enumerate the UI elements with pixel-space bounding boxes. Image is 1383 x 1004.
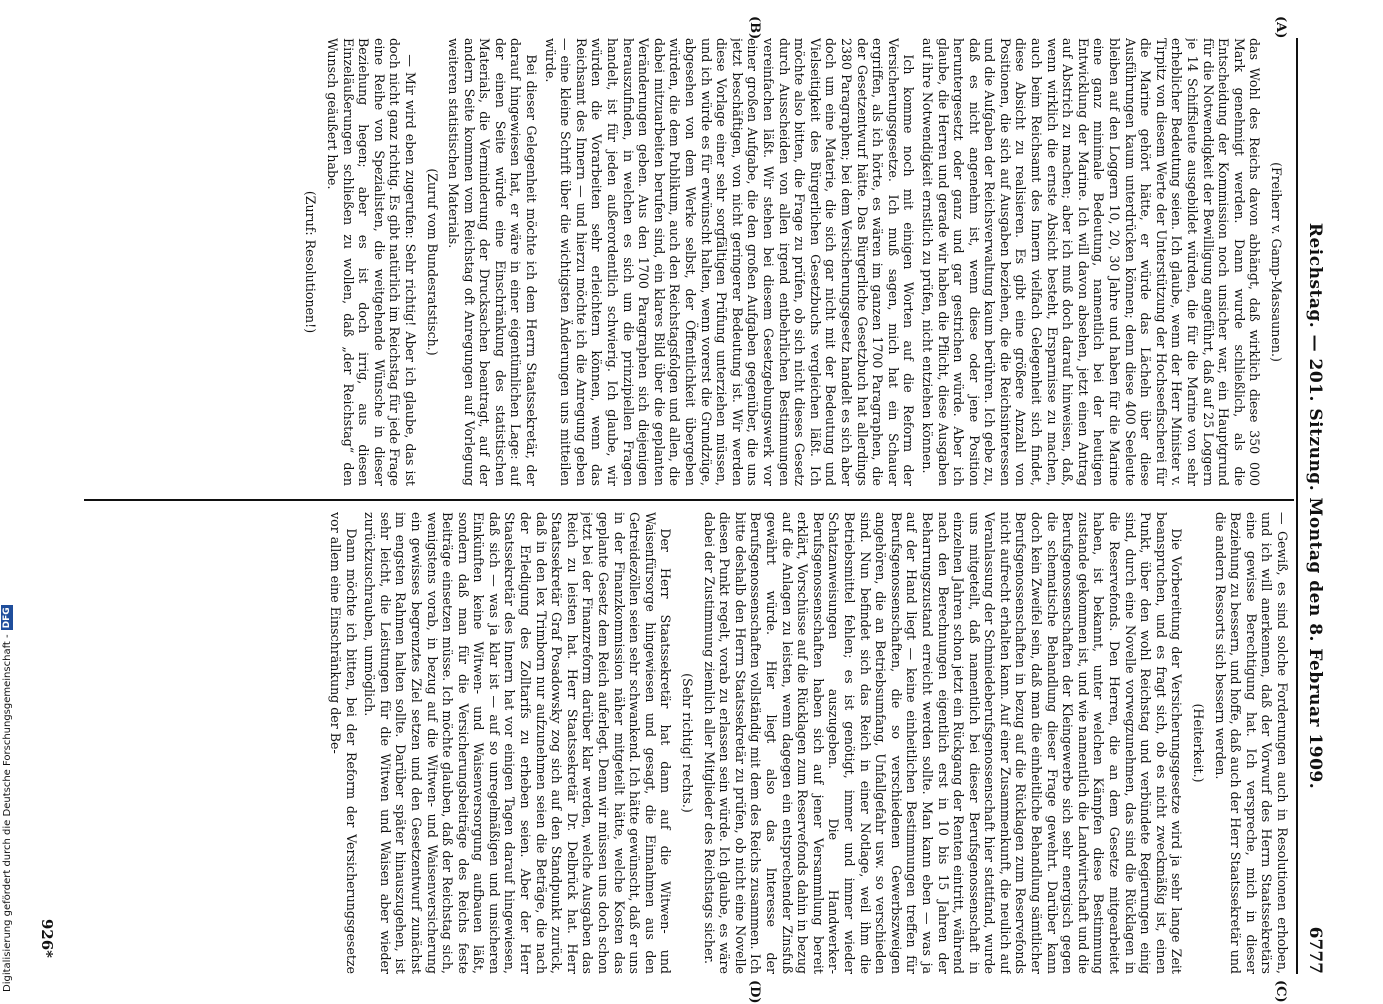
paragraph: das Wohl des Reichs davon abhängt, daß wirklich diese 350 000 Mark genehmigt werden. Dann wurde schließlich, als die Entscheidung der Kommission noch unsicher war, ein Hauptgrund für die Notwendigkeit der Bewilligung angeführt, daß auf 25 Loggern je 14 Schiffsleute ausgebildet würden, die für die Marine von sehr erheblicher Bedeutung seien. Ich glaube, wenn der Herr Minister v. Tirpitz von diesem Werte der Unterstützung der Hochseefischerei für die Marine gehört hätte, er würde das Lächeln über diese Ausführungen kaum unterdrücken können; denn diese 400 Seeleute bleiben auf den Loggern 10, 20, 30 Jahre und haben für die Marine eine ganz minimale Bedeutung, namentlich bei der heutigen Entwicklung der Marine. Ich will davon absehen, jetzt einen Antrag auf Abstrich zu machen; aber ich muß doch darauf hinweisen, daß, wenn wirklich die ernste Absicht besteht, Ersparnisse zu machen, auch beim Reichsamt des Innern vielfach Gelegenheit sich findet, diese Absicht zu realisieren. Es gibt eine größere Anzahl von Positionen, die sich auf Ausgaben beziehen, die die Reichsinteressen und die Aufgaben der Reichsverwaltung kaum berühren. Ich gebe zu, daß es nicht angenehm ist, wenn diese oder jene Position heruntergesetzt oder ganz und gar gestrichen würde. Aber ich glaube, die Herren und gerade wir haben die Pflicht, diese Ausgaben auf ihre Notwendigkeit ernstlich zu prüfen, nicht entziehen können. bbox=[919, 38, 1263, 486]
page-header bbox=[1296, 38, 1332, 974]
margin-marker-d: (D) bbox=[747, 980, 762, 1004]
interjection: (Zuruf vom Bundesratstisch.) bbox=[424, 168, 440, 356]
paragraph: Ich komme noch mit einigen Worten auf die Reform der Versicherungsgesetze. Ich muß sagen, mich hat ein Schauer ergriffen, als ich hörte, es wären im ganzen 1700 Paragraphen, die der Gesetzentwurf hätte. Das Bürgerliche Gesetzbuch hat allerdings 2380 Paragraphen; bei dem Versicherungsgesetz handelt es sich aber doch um eine Materie, die sich gar nicht mit der Bedeutung und Vielseitigkeit des Bürgerlichen Gesetzbuchs vergleichen läßt. Ich möchte also bitten, die Frage zu prüfen, ob sich nicht dieses Gesetz durch Ausscheiden von allen irgend entbehrlichen Bestimmungen vereinfachen läßt. Wir stehen bei diesem Gesetzgebungswerk vor einer großen Aufgabe, die den großen Aufgaben gegenüber, die uns jetzt beschäftigen, von nicht geringerer Bedeutung ist. Wir werden diese Vorlage einer sehr sorgfältigen Prüfung unterziehen müssen, und ich würde es für erwünscht halten, wenn vorerst die Grundzüge, abgesehen von dem Werke selbst, der Öffentlichkeit übergeben würden, die dem Publikum, auch den Reichstagsfolgen und allen, die dabei mitzuarbeiten berufen sind, ein klares Bild über die geplanten Veränderungen geben. Aus den 1700 Paragraphen sich diejenigen herauszufinden, in welchen es sich um die prinzipiellen Fragen handelt, ist für jeden außerordentlich schwierig. Ich glaube, wir würden die Vorarbeiten sehr erleichtern können, wenn das Reichsamt des Innern — und hierzu möchte ich die Anregung geben — eine kleine Schrift über die wichtigsten Änderungen uns mitteilen würde. bbox=[542, 38, 917, 486]
footer-strip bbox=[0, 0, 14, 1000]
signature-mark: 926* bbox=[38, 918, 56, 958]
margin-marker-c: (C) bbox=[1273, 980, 1288, 1003]
dfg-logo: DFG bbox=[2, 607, 12, 629]
paragraph: Die Vorbereitung der Versicherungsgesetze wird ja sehr lange Zeit beanspruchen, und es fragt sich, ob es nicht zweckmäßig ist, einen Punkt, über den wohl Reichstag und verbündete Regierungen einig sind, durch eine Novelle vorwegzunehmen, das sind die Rücklagen in die Reservefonds. Den Herren, die an dem Gesetze mitgearbeitet haben, ist bekannt, unter welchen Kämpfen diese Bestimmung zustande gekommen ist, und wie namentlich die Landwirtschaft und die Berufsgenossenschaften der Kleingewerbe sich sehr energisch gegen die schematische Behandlung dieser Frage gewehrt. Darüber kann doch kein Zweifel sein, daß man die einheitliche Behandlung sämtlicher Berufsgenossenschaften in bezug auf die Rücklagen zum Reservefonds nicht aufrecht erhalten kann. Auf einer Zusammenkunft, die neulich auf Veranlassung der Schmiedeberufsgenossenschaft hier stattfand, wurde uns mitgeteilt, daß namentlich bei dieser Berufsgenossenschaft in einzelnen Jahren schon jetzt ein Rückgang der Renten eintritt, während nach den Berechnungen eigentlich erst in 10 bis 15 Jahren der Beharrungszustand erreicht werden sollte. Man kann eben — was ja auf der Hand liegt — keine einheitlichen Bestimmungen treffen für Berufsgenossenschaften, die so verschiedenen Gewerbszweigen angehören, die an Betriebsumfang, Unfallgefahr usw. so verschieden sind. Nun befindet sich das Reich in einer Notlage, weil ihm die Betriebsmittel fehlen; es ist genötigt, immer und immer wieder Schatzanweisungen auszugeben. Die Handwerker-Berufsgenossenschaften haben sich auf jener Versammlung bereit erklärt, Vorschüsse auf die Rücklagen zum Reservefonds dahin in bezug auf die Anlagen zu leisten, wenn dagegen ein entsprechender Zinsfuß gewährt würde. Hier liegt also das Interesse der Berufsgenossenschaften vollständig mit dem des Reichs zusammen. Ich bitte deshalb den Herrn Staatssekretär zu prüfen, ob nicht eine Novelle diesen Punkt regelt, vorab zu erlassen sein würde. Ich glaube, es wäre dabei der Zustimmung ziemlich aller Mitglieder des Reichstags sicher. bbox=[701, 512, 1185, 974]
margin-marker-b: (B) bbox=[747, 16, 762, 40]
margin-marker-a: (A) bbox=[1273, 16, 1288, 39]
right-column bbox=[82, 512, 1290, 974]
footer-credit-text: Digitalisierung gefördert durch die Deutsche Forschungsgemeinschaft - bbox=[1, 634, 13, 992]
interjection: (Zuruf: Resolutionen!) bbox=[303, 190, 319, 334]
document-page bbox=[26, 12, 1342, 1004]
page-number: 6777 bbox=[1305, 926, 1325, 974]
paragraph: Der Herr Staatssekretär hat dann auf die Witwen- und Waisenfürsorge hingewiesen und gesagt, die Einnahmen aus den Getreidezöllen seien sehr schwankend. Ich hätte gewünscht, daß er uns in der Finanzkommission näher mitgeteilt hätte, welche Kosten das geplante Gesetz dem Reich auferlegt. Denn wir müssen uns doch schon jetzt bei der Finanzreform darüber klar werden, welche Ausgaben das Reich zu leisten hat. Herr Staatssekretär Dr. Delbrück hat. Herr Staatssekretär Graf Posadowsky zog sich auf den Standpunkt zurück, daß in den lex Trimborn nur aufzunehmen seien die Beträge, die nach der Erledigung des Zolltarifs zu erheben seien. Aber der Herr Staatssekretär des Innern hat vor einigen Tagen darauf hingewiesen, daß sich — was ja klar ist — auf so unregelmäßigen und unsicheren Einkünften keine Witwen- und Waisenversorgung aufbauen läßt, sondern daß man für die Versicherungsbeiträge des Reichs feste Beiträge einsetzen müsse. Ich möchte glauben, daß der Reichstag sich, wenigstens vorab, in bezug auf die Witwen- und Waisenversicherung ein gewisses begrenztes Ziel setzen und den Gesetzentwurf zunächst im engsten Rahmen halten sollte. Darüber später hinauszugehen, ist sehr leicht, die Leistungen für die Witwen und Waisen aber wieder zurückzuschrauben, unmöglich. bbox=[362, 512, 674, 974]
page-title: Reichstag. — 201. Sitzung. Montag den 8. Februar 1909. bbox=[1305, 222, 1325, 790]
paragraph: Dann möchte ich bitten, bei der Reform der Versicherungsgesetze vor allem eine Einschränkung der Be- bbox=[327, 512, 359, 974]
interjection: (Heiterkeit.) bbox=[1191, 703, 1207, 783]
column-divider bbox=[84, 499, 1294, 501]
paragraph: Bei dieser Gelegenheit möchte ich dem Herrn Staatssekretär, der darauf hingewiesen hat, er wäre in einer eigentümlichen Lage: auf der einen Seite würde eine Einschränkung des statistischen Materials, die Verminderung der Drucksachen beantragt, auf der andern Seite kommen vom Reichstag oft Anregungen auf Vorlegung weiteren statistischen Materials. bbox=[446, 38, 540, 486]
left-column bbox=[82, 38, 1290, 486]
footer-credit bbox=[1, 605, 13, 992]
interjection: (Sehr richtig! rechts.) bbox=[680, 673, 696, 813]
paragraph: — Gewiß, es sind solche Forderungen auch in Resolutionen erhoben, und ich will anerkennen, daß der Vorwurf des Herrn Staatssekretärs eine gewisse Berechtigung hat. Ich verspreche, mich in dieser Beziehung zu bessern, und hoffe, daß auch der Herr Staatssekretär und die andern Ressorts sich bessern werden. bbox=[1212, 512, 1290, 974]
speaker-name: (Freiherr v. Gamp-Massaunen.) bbox=[1269, 162, 1284, 362]
paragraph: — Mir wird eben zugerufen: Sehr richtig! Aber ich glaube, das ist doch nicht ganz richtig. Es gibt natürlich im Reichstag für jede Frage eine Reihe von Spezialisten, die weitgehende Wünsche in dieser Beziehung hegen; aber es ist doch irrig, aus diesen Einzeläußerungen schließen zu wollen, daß „der Reichstag“ den Wunsch geäußert habe. bbox=[324, 38, 418, 486]
